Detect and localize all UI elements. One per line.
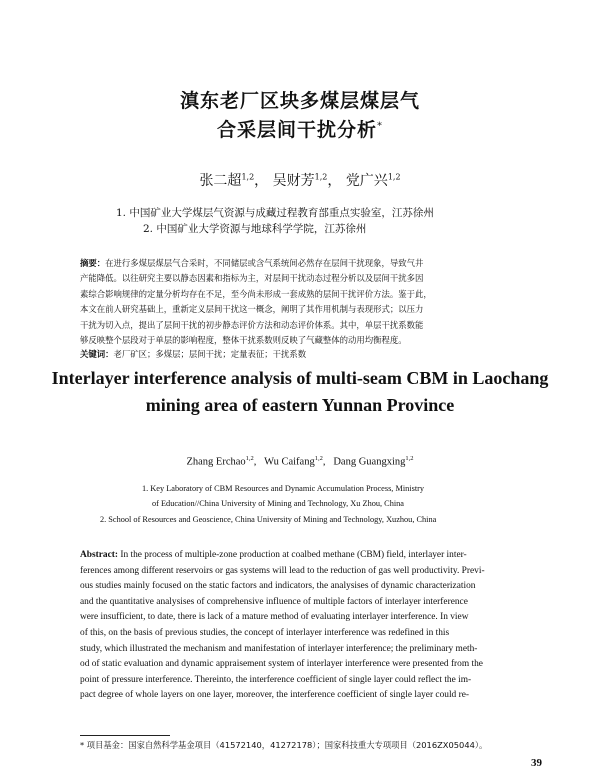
cn-abstract-label: 摘要： xyxy=(80,258,106,268)
en-affiliation-2: 2. School of Resources and Geoscience, China University of Mining and Technology, Xuzhou, China xyxy=(100,515,437,524)
en-affiliation-1-cont: of Education//China University of Mining and Technology, Xu Zhou, China xyxy=(152,499,404,508)
cn-keywords-label: 关键词： xyxy=(80,349,114,359)
cn-authors: 张二超$^{1,2}$， 吴财芳$^{1,2}$， 党广兴$^{1,2}$ xyxy=(199,172,401,189)
en-title-line-1: Interlayer interference analysis of multi-seam CBM in Laochang xyxy=(51,368,549,388)
en-author-name: Dang Guangxing xyxy=(333,456,406,468)
en-affiliation-1: 1. Key Laboratory of CBM Resources and Dynamic Accumulation Process, Ministry xyxy=(142,484,425,493)
footnote-rule xyxy=(80,735,170,736)
en-author-name: Wu Caifang xyxy=(264,456,315,468)
cn-author-name: 党广兴 xyxy=(345,173,388,189)
cn-title-line-1: 滇东老厂区块多煤层煤层气 xyxy=(179,90,420,112)
cn-title-line-2: 合采层间干扰分析* xyxy=(216,119,383,141)
funding-footnote: * 项目基金：国家自然科学基金项目（41572140，41272178）；国家科技重大专项项目（2016ZX05044）。 xyxy=(80,740,488,750)
en-title-line-2: mining area of eastern Yunnan Province xyxy=(145,395,455,415)
cn-author-name: 张二超 xyxy=(199,173,242,189)
en-abstract-label: Abstract: xyxy=(80,550,119,560)
page-number: 39 xyxy=(531,757,542,769)
en-abstract: Abstract: In the process of multiple-zone production at coalbed methane (CBM) field, interlayer inter- ferences among different reservoirs or gas systems will lead to the reduction of gas well productivity. Previ- ous studies mainly focused on the static factors and indicators, the analysises of dynamic characterization and the quantitative analysises of comprehensive influence of multiple factors of interlayer interference were insufficient, to date, there is lack of a mature method of evaluating interlayer interference. In view of this, on the basis of previous studies, the concept of interlayer interference was redefined in this study, which illustrated the mechanism and manifestation of interlayer interference; the preliminary meth- od of static evaluation and dynamic appraisement system of interlayer interference were presented from the point of pressure interference. Thereinto, the interference coefficient of single layer could reflect the im- pact degree of whole layers on one layer, moreover, the interference coefficient of single layer could re- xyxy=(80,550,485,701)
en-author-name: Zhang Erchao xyxy=(186,456,246,468)
cn-author-name: 吴财芳 xyxy=(272,173,315,189)
cn-affiliation-2: 2. 中国矿业大学资源与地球科学学院，江苏徐州 xyxy=(143,223,367,235)
cn-keywords: 关键词：老厂矿区；多煤层；层间干扰；定量表征；干扰系数 xyxy=(80,349,307,359)
cn-abstract: 摘要：在进行多煤层煤层气合采时，不同储层或含气系统间必然存在层间干扰现象，导致气井 产能降低。以往研究主要以静态因素和指标为主，对层间干扰动态过程分析以及层间干扰多因 素综合影响规律的定量分析均存在不足，至今尚未形成一套成熟的层间干扰评价方法。鉴于此， 本文在前人研究基础上，重新定义层间干扰这一概念，阐明了其作用机制与表现形式；以压力 干扰为切入点，提出了层间干扰的初步静态评价方法和动态评价体系。其中，单层干扰系数能 够反映整个层段对于单层的影响程度，整体干扰系数则反映了气藏整体的动用均衡程度。 xyxy=(80,258,432,346)
title-footnote-mark: * xyxy=(377,120,383,132)
en-authors: Zhang Erchao$^{1,2}$, Wu Caifang$^{1,2}$, Dang Guangxing$^{1,2}$ xyxy=(186,455,414,468)
cn-affiliation-1: 1. 中国矿业大学煤层气资源与成藏过程教育部重点实验室，江苏徐州 xyxy=(116,207,434,219)
